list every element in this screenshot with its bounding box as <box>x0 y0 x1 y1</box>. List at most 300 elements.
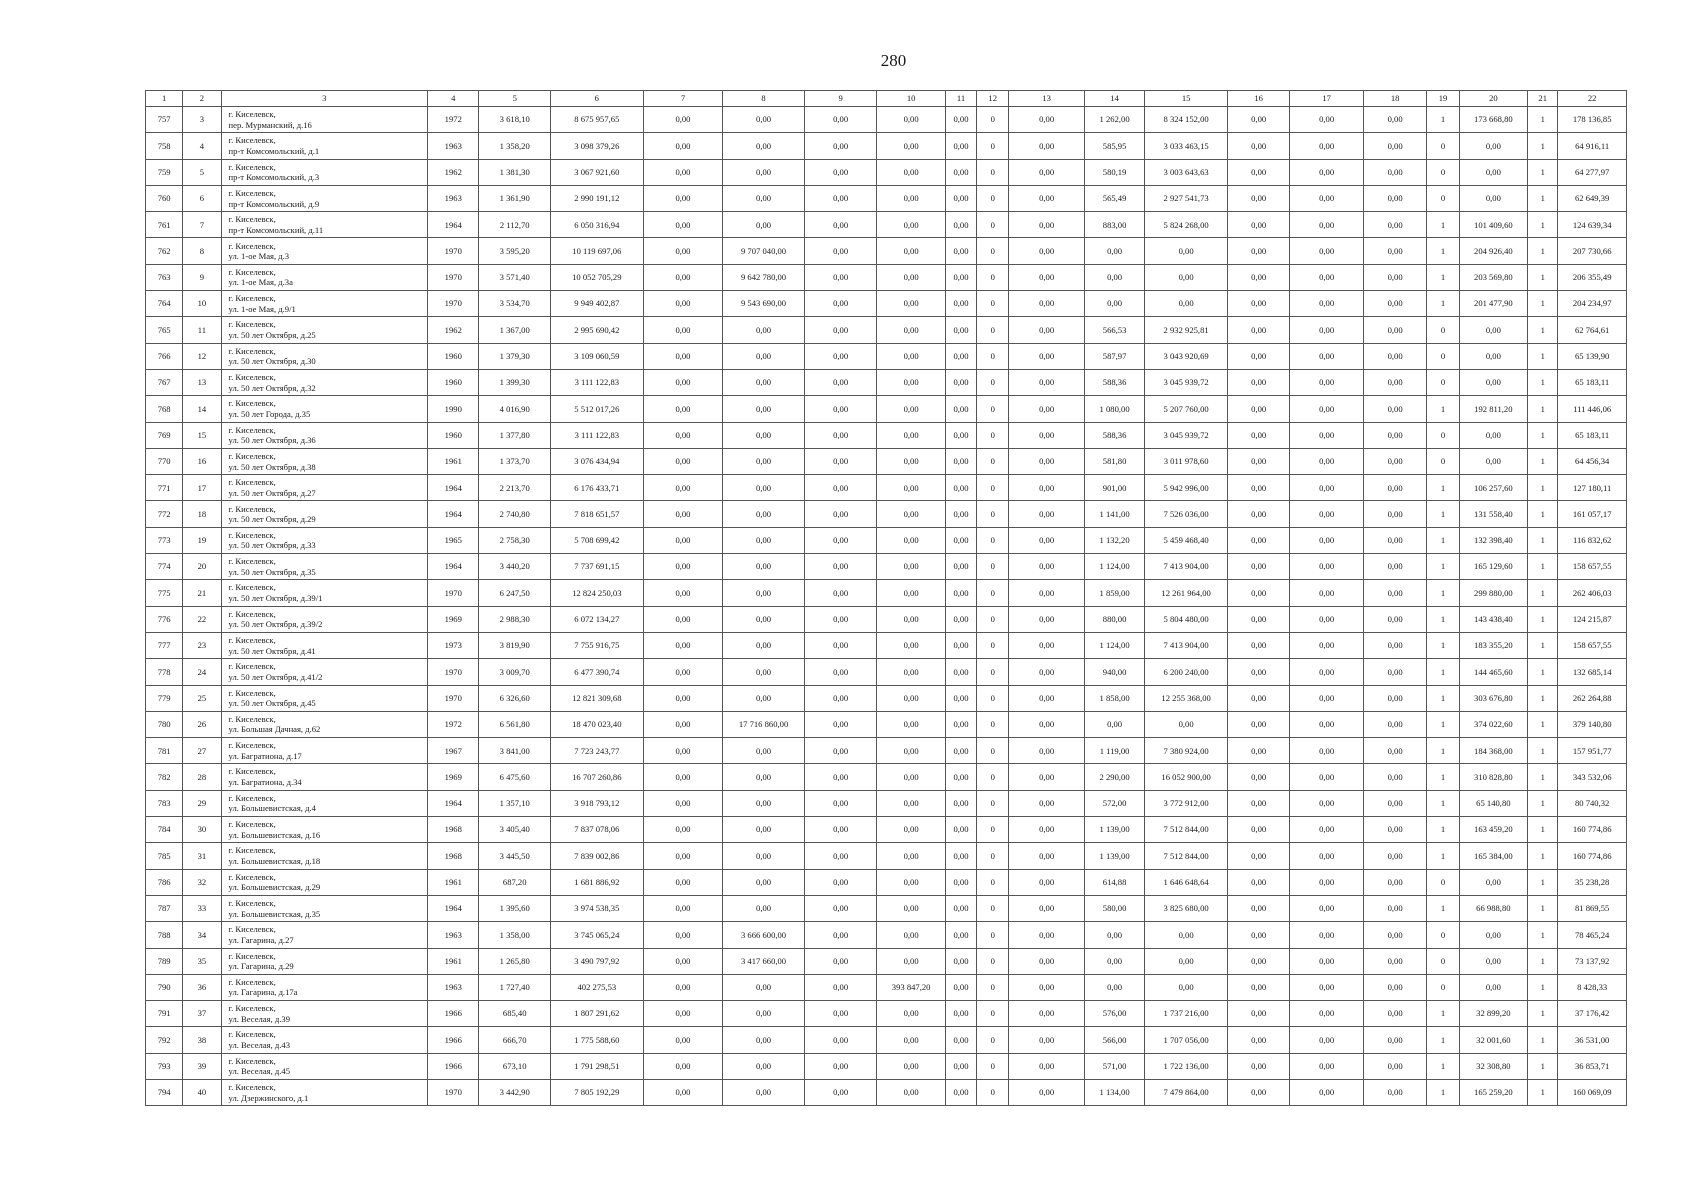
table-cell: 0,00 <box>945 448 976 474</box>
table-cell: 80 740,32 <box>1558 790 1627 816</box>
table-cell: 0,00 <box>804 396 877 422</box>
table-cell: 0,00 <box>1363 922 1426 948</box>
address-city: г. Киселевск, <box>228 1003 276 1014</box>
address-street: ул. 50 лет Города, д.35 <box>228 408 311 419</box>
table-cell: 0,00 <box>643 369 723 395</box>
table-cell: 0,00 <box>1009 159 1085 185</box>
column-header-18: 18 <box>1363 91 1426 107</box>
table-row <box>146 817 1627 843</box>
table-cell: 0,00 <box>804 843 877 869</box>
address-street: ул. Большевистская, д.16 <box>228 829 321 840</box>
table-cell: 789 <box>146 948 183 974</box>
table-cell: 204 926,40 <box>1459 238 1528 264</box>
address-cell <box>221 659 428 685</box>
table-cell: 0,00 <box>1363 212 1426 238</box>
table-cell: 0,00 <box>1009 264 1085 290</box>
table-cell: 0 <box>1427 948 1459 974</box>
address-city: г. Киселевск, <box>228 897 276 908</box>
table-cell: 0 <box>977 264 1009 290</box>
table-cell: 343 532,06 <box>1558 764 1627 790</box>
table-cell: 0,00 <box>643 1053 723 1079</box>
table-cell: 0,00 <box>945 291 976 317</box>
table-cell: 0,00 <box>1227 895 1289 921</box>
table-cell: 0,00 <box>945 895 976 921</box>
table-cell: 1 <box>1427 895 1459 921</box>
table-cell: 3 405,40 <box>479 817 551 843</box>
table-cell: 0 <box>977 1053 1009 1079</box>
table-cell: 0,00 <box>1459 422 1528 448</box>
table-cell: 581,80 <box>1084 448 1144 474</box>
table-cell: 0,00 <box>804 711 877 737</box>
table-cell: 0,00 <box>804 475 877 501</box>
table-cell: 9 543 690,00 <box>723 291 805 317</box>
table-cell: 0,00 <box>1290 1053 1364 1079</box>
table-cell: 6 326,60 <box>479 685 551 711</box>
table-cell: 3 595,20 <box>479 238 551 264</box>
table-cell: 1 265,80 <box>479 948 551 974</box>
table-cell: 0,00 <box>1009 527 1085 553</box>
table-cell: 0,00 <box>1363 264 1426 290</box>
column-header-21: 21 <box>1528 91 1558 107</box>
table-cell: 0,00 <box>1009 632 1085 658</box>
table-cell: 1 <box>1528 291 1558 317</box>
address-street: ул. 50 лет Октября, д.29 <box>228 514 316 525</box>
address-cell <box>221 291 428 317</box>
table-cell: 1972 <box>428 107 479 133</box>
table-cell: 0,00 <box>723 212 805 238</box>
table-cell: 0,00 <box>804 659 877 685</box>
address-street: пр-т Комсомольский, д.1 <box>228 145 320 156</box>
table-cell: 30 <box>183 817 221 843</box>
table-cell: 0,00 <box>1009 501 1085 527</box>
table-cell: 0,00 <box>723 475 805 501</box>
table-cell: 3 442,90 <box>479 1079 551 1105</box>
table-cell: 0,00 <box>723 527 805 553</box>
table-cell: 785 <box>146 843 183 869</box>
table-cell: 0,00 <box>1227 606 1289 632</box>
address-city: г. Киселевск, <box>228 740 276 751</box>
table-cell: 1 119,00 <box>1084 738 1144 764</box>
table-cell: 16 052 900,00 <box>1145 764 1228 790</box>
table-cell: 5 708 699,42 <box>550 527 643 553</box>
table-cell: 9 949 402,87 <box>550 291 643 317</box>
table-cell: 2 932 925,81 <box>1145 317 1228 343</box>
table-cell: 0,00 <box>723 632 805 658</box>
table-cell: 775 <box>146 580 183 606</box>
table-cell: 0,00 <box>804 527 877 553</box>
table-cell: 1 <box>1528 1053 1558 1079</box>
address-city: г. Киселевск, <box>228 135 276 146</box>
address-street: ул. Дзержинского, д.1 <box>228 1092 309 1103</box>
table-cell: 1 <box>1427 1053 1459 1079</box>
table-cell: 0,00 <box>1290 107 1364 133</box>
table-cell: 0 <box>977 869 1009 895</box>
column-header-12: 12 <box>977 91 1009 107</box>
address-street: ул. 50 лет Октября, д.35 <box>228 566 316 577</box>
table-cell: 1 <box>1528 869 1558 895</box>
table-cell: 33 <box>183 895 221 921</box>
address-street: ул. 1-ое Мая, д.9/1 <box>228 303 296 314</box>
table-cell: 0,00 <box>1363 291 1426 317</box>
table-cell: 0,00 <box>643 501 723 527</box>
table-cell: 1990 <box>428 396 479 422</box>
address-cell <box>221 948 428 974</box>
address-cell <box>221 869 428 895</box>
table-cell: 0,00 <box>643 185 723 211</box>
table-cell: 763 <box>146 264 183 290</box>
table-cell: 6 050 316,94 <box>550 212 643 238</box>
address-city: г. Киселевск, <box>228 556 276 567</box>
table-cell: 1 381,30 <box>479 159 551 185</box>
table-cell: 0,00 <box>1009 685 1085 711</box>
table-cell: 0,00 <box>1009 869 1085 895</box>
table-cell: 1961 <box>428 948 479 974</box>
table-cell: 0,00 <box>945 238 976 264</box>
address-city: г. Киселевск, <box>228 687 276 698</box>
table-cell: 0,00 <box>1363 133 1426 159</box>
table-cell: 1967 <box>428 738 479 764</box>
table-cell: 160 774,86 <box>1558 817 1627 843</box>
table-cell: 173 668,80 <box>1459 107 1528 133</box>
table-cell: 0,00 <box>945 133 976 159</box>
table-cell: 18 <box>183 501 221 527</box>
address-cell <box>221 501 428 527</box>
table-row <box>146 185 1627 211</box>
table-cell: 0,00 <box>945 948 976 974</box>
table-cell: 1 358,20 <box>479 133 551 159</box>
address-street: ул. Веселая, д.39 <box>228 1013 291 1024</box>
table-cell: 0,00 <box>1459 869 1528 895</box>
table-cell: 0 <box>977 1001 1009 1027</box>
table-cell: 0,00 <box>1290 422 1364 448</box>
table-cell: 1 <box>1427 212 1459 238</box>
table-cell: 0 <box>977 1079 1009 1105</box>
table-cell: 0,00 <box>877 317 946 343</box>
table-cell: 0,00 <box>1009 790 1085 816</box>
table-cell: 0,00 <box>1227 501 1289 527</box>
address-city: г. Киселевск, <box>228 582 276 593</box>
table-cell: 0,00 <box>1009 212 1085 238</box>
table-cell: 0,00 <box>877 922 946 948</box>
table-cell: 0,00 <box>1009 185 1085 211</box>
table-cell: 0,00 <box>1363 1001 1426 1027</box>
table-cell: 160 774,86 <box>1558 843 1627 869</box>
address-city: г. Киселевск, <box>228 214 276 225</box>
table-cell: 0,00 <box>1009 343 1085 369</box>
table-cell: 0,00 <box>1363 422 1426 448</box>
table-cell: 883,00 <box>1084 212 1144 238</box>
table-cell: 0,00 <box>945 922 976 948</box>
table-cell: 0,00 <box>1009 580 1085 606</box>
table-cell: 571,00 <box>1084 1053 1144 1079</box>
address-cell <box>221 1079 428 1105</box>
address-cell <box>221 107 428 133</box>
table-cell: 64 277,97 <box>1558 159 1627 185</box>
address-street: ул. Гагарина, д.29 <box>228 961 294 972</box>
table-cell: 160 069,09 <box>1558 1079 1627 1105</box>
table-cell: 0,00 <box>877 448 946 474</box>
table-cell: 144 465,60 <box>1459 659 1528 685</box>
table-cell: 0,00 <box>945 1079 976 1105</box>
table-cell: 0,00 <box>1363 711 1426 737</box>
table-cell: 1 <box>1427 264 1459 290</box>
table-cell: 7 380 924,00 <box>1145 738 1228 764</box>
table-cell: 0,00 <box>723 554 805 580</box>
table-cell: 0,00 <box>1009 448 1085 474</box>
table-cell: 0,00 <box>1363 1027 1426 1053</box>
address-city: г. Киселевск, <box>228 109 276 120</box>
address-city: г. Киселевск, <box>228 187 276 198</box>
table-cell: 6 247,50 <box>479 580 551 606</box>
table-cell: 40 <box>183 1079 221 1105</box>
table-cell: 1 379,30 <box>479 343 551 369</box>
table-cell: 0,00 <box>1363 238 1426 264</box>
table-cell: 0,00 <box>804 159 877 185</box>
table-cell: 1 124,00 <box>1084 554 1144 580</box>
table-cell: 0,00 <box>1290 291 1364 317</box>
table-cell: 178 136,85 <box>1558 107 1627 133</box>
address-city: г. Киселевск, <box>228 871 276 882</box>
address-city: г. Киселевск, <box>228 372 276 383</box>
table-cell: 0,00 <box>1227 738 1289 764</box>
table-cell: 1 727,40 <box>479 974 551 1000</box>
address-cell <box>221 974 428 1000</box>
table-cell: 19 <box>183 527 221 553</box>
table-cell: 3 819,90 <box>479 632 551 658</box>
table-cell: 0,00 <box>1145 711 1228 737</box>
column-header-7: 7 <box>643 91 723 107</box>
table-cell: 0,00 <box>1290 1027 1364 1053</box>
table-cell: 0,00 <box>804 790 877 816</box>
table-cell: 0,00 <box>1009 422 1085 448</box>
table-cell: 687,20 <box>479 869 551 895</box>
table-cell: 0,00 <box>1009 922 1085 948</box>
table-cell: 0,00 <box>877 1079 946 1105</box>
table-cell: 1 <box>1427 475 1459 501</box>
address-street: ул. Большевистская, д.4 <box>228 803 316 814</box>
table-cell: 0,00 <box>1363 790 1426 816</box>
table-cell: 65 183,11 <box>1558 369 1627 395</box>
table-cell: 0,00 <box>945 632 976 658</box>
table-cell: 1966 <box>428 1053 479 1079</box>
table-cell: 6 072 134,27 <box>550 606 643 632</box>
table-cell: 0,00 <box>877 764 946 790</box>
table-cell: 36 853,71 <box>1558 1053 1627 1079</box>
address-city: г. Киселевск, <box>228 240 276 251</box>
table-cell: 0,00 <box>945 212 976 238</box>
table-cell: 792 <box>146 1027 183 1053</box>
table-cell: 1 <box>1528 764 1558 790</box>
table-cell: 1970 <box>428 264 479 290</box>
table-cell: 769 <box>146 422 183 448</box>
table-cell: 0 <box>977 922 1009 948</box>
table-cell: 0,00 <box>1363 343 1426 369</box>
table-cell: 0,00 <box>1227 317 1289 343</box>
table-cell: 201 477,90 <box>1459 291 1528 317</box>
table-cell: 0,00 <box>1290 238 1364 264</box>
table-cell: 0,00 <box>643 974 723 1000</box>
table-cell: 580,19 <box>1084 159 1144 185</box>
table-cell: 0,00 <box>643 711 723 737</box>
table-cell: 6 475,60 <box>479 764 551 790</box>
table-cell: 0,00 <box>723 1053 805 1079</box>
address-city: г. Киселевск, <box>228 398 276 409</box>
table-cell: 0,00 <box>804 107 877 133</box>
table-cell: 767 <box>146 369 183 395</box>
table-cell: 1 377,80 <box>479 422 551 448</box>
table-cell: 0,00 <box>1290 948 1364 974</box>
table-cell: 0,00 <box>1459 369 1528 395</box>
table-cell: 3 045 939,72 <box>1145 369 1228 395</box>
table-cell: 5 942 996,00 <box>1145 475 1228 501</box>
table-cell: 5 804 480,00 <box>1145 606 1228 632</box>
table-cell: 18 470 023,40 <box>550 711 643 737</box>
table-cell: 143 438,40 <box>1459 606 1528 632</box>
table-cell: 0,00 <box>804 895 877 921</box>
table-cell: 0,00 <box>877 580 946 606</box>
table-cell: 0,00 <box>945 527 976 553</box>
table-cell: 0,00 <box>804 764 877 790</box>
table-cell: 1 <box>1528 264 1558 290</box>
table-cell: 0,00 <box>877 343 946 369</box>
address-street: ул. Гагарина, д.27 <box>228 934 294 945</box>
table-cell: 0,00 <box>643 448 723 474</box>
table-cell: 0,00 <box>1227 790 1289 816</box>
table-cell: 0,00 <box>723 133 805 159</box>
table-cell: 0,00 <box>877 501 946 527</box>
table-cell: 793 <box>146 1053 183 1079</box>
table-cell: 0,00 <box>1009 895 1085 921</box>
table-cell: 31 <box>183 843 221 869</box>
table-cell: 1 <box>1427 764 1459 790</box>
table-cell: 0,00 <box>877 369 946 395</box>
table-cell: 1 <box>1528 790 1558 816</box>
table-cell: 0,00 <box>945 764 976 790</box>
table-cell: 1 132,20 <box>1084 527 1144 553</box>
table-cell: 0,00 <box>945 738 976 764</box>
table-cell: 1 <box>1528 711 1558 737</box>
table-cell: 0,00 <box>1227 1053 1289 1079</box>
table-cell: 3 745 065,24 <box>550 922 643 948</box>
table-cell: 0,00 <box>877 817 946 843</box>
table-cell: 0,00 <box>1227 343 1289 369</box>
table-cell: 0,00 <box>1290 1001 1364 1027</box>
table-cell: 0,00 <box>877 711 946 737</box>
table-cell: 15 <box>183 422 221 448</box>
column-header-22: 22 <box>1558 91 1627 107</box>
table-cell: 1961 <box>428 869 479 895</box>
table-cell: 0,00 <box>723 107 805 133</box>
table-row <box>146 107 1627 133</box>
table-cell: 39 <box>183 1053 221 1079</box>
table-cell: 777 <box>146 632 183 658</box>
table-cell: 158 657,55 <box>1558 632 1627 658</box>
table-cell: 1963 <box>428 922 479 948</box>
header-row <box>146 91 1627 107</box>
table-cell: 3 076 434,94 <box>550 448 643 474</box>
table-cell: 1966 <box>428 1001 479 1027</box>
table-cell: 25 <box>183 685 221 711</box>
table-cell: 1963 <box>428 185 479 211</box>
table-cell: 37 <box>183 1001 221 1027</box>
table-cell: 1 <box>1528 396 1558 422</box>
table-body <box>146 107 1627 1106</box>
table-cell: 111 446,06 <box>1558 396 1627 422</box>
table-cell: 0,00 <box>1290 659 1364 685</box>
table-cell: 0 <box>977 895 1009 921</box>
address-street: ул. 50 лет Октября, д.33 <box>228 540 316 551</box>
table-cell: 566,53 <box>1084 317 1144 343</box>
address-cell <box>221 369 428 395</box>
table-row <box>146 212 1627 238</box>
table-row <box>146 1001 1627 1027</box>
table-cell: 0,00 <box>643 1079 723 1105</box>
table-cell: 1 <box>1528 948 1558 974</box>
table-cell: 0,00 <box>723 1001 805 1027</box>
table-cell: 0,00 <box>1363 527 1426 553</box>
address-cell <box>221 212 428 238</box>
address-cell <box>221 159 428 185</box>
table-cell: 0,00 <box>877 1001 946 1027</box>
table-cell: 0,00 <box>723 422 805 448</box>
table-cell: 0,00 <box>877 843 946 869</box>
table-cell: 0 <box>977 948 1009 974</box>
table-cell: 0,00 <box>1009 659 1085 685</box>
address-cell <box>221 580 428 606</box>
table-cell: 1 080,00 <box>1084 396 1144 422</box>
table-cell: 0,00 <box>1363 685 1426 711</box>
table-cell: 0 <box>1427 448 1459 474</box>
table-cell: 1 <box>1427 659 1459 685</box>
table-cell: 0,00 <box>804 817 877 843</box>
table-cell: 0 <box>1427 317 1459 343</box>
table-cell: 0,00 <box>945 974 976 1000</box>
table-cell: 7 413 904,00 <box>1145 632 1228 658</box>
table-cell: 1 <box>1427 843 1459 869</box>
table-cell: 3 666 600,00 <box>723 922 805 948</box>
table-cell: 780 <box>146 711 183 737</box>
table-cell: 0,00 <box>877 159 946 185</box>
column-header-3: 3 <box>221 91 428 107</box>
table-cell: 1 <box>1427 580 1459 606</box>
table-cell: 12 821 309,68 <box>550 685 643 711</box>
address-street: ул. 50 лет Октября, д.45 <box>228 698 316 709</box>
table-cell: 0,00 <box>1227 369 1289 395</box>
table-cell: 0,00 <box>804 580 877 606</box>
table-cell: 374 022,60 <box>1459 711 1528 737</box>
column-header-2: 2 <box>183 91 221 107</box>
table-cell: 758 <box>146 133 183 159</box>
table-cell: 0,00 <box>1290 606 1364 632</box>
table-cell: 0 <box>977 764 1009 790</box>
table-cell: 0,00 <box>723 606 805 632</box>
table-cell: 1 <box>1528 1001 1558 1027</box>
table-cell: 0,00 <box>1227 1079 1289 1105</box>
table-cell: 784 <box>146 817 183 843</box>
table-cell: 0,00 <box>877 107 946 133</box>
table-cell: 1 373,70 <box>479 448 551 474</box>
address-cell <box>221 895 428 921</box>
table-cell: 124 639,34 <box>1558 212 1627 238</box>
table-cell: 0,00 <box>643 475 723 501</box>
table-cell: 3 417 660,00 <box>723 948 805 974</box>
table-cell: 0,00 <box>877 1027 946 1053</box>
table-cell: 3 045 939,72 <box>1145 422 1228 448</box>
address-cell <box>221 527 428 553</box>
address-city: г. Киселевск, <box>228 345 276 356</box>
table-cell: 78 465,24 <box>1558 922 1627 948</box>
address-street: пр-т Комсомольский, д.3 <box>228 172 320 183</box>
